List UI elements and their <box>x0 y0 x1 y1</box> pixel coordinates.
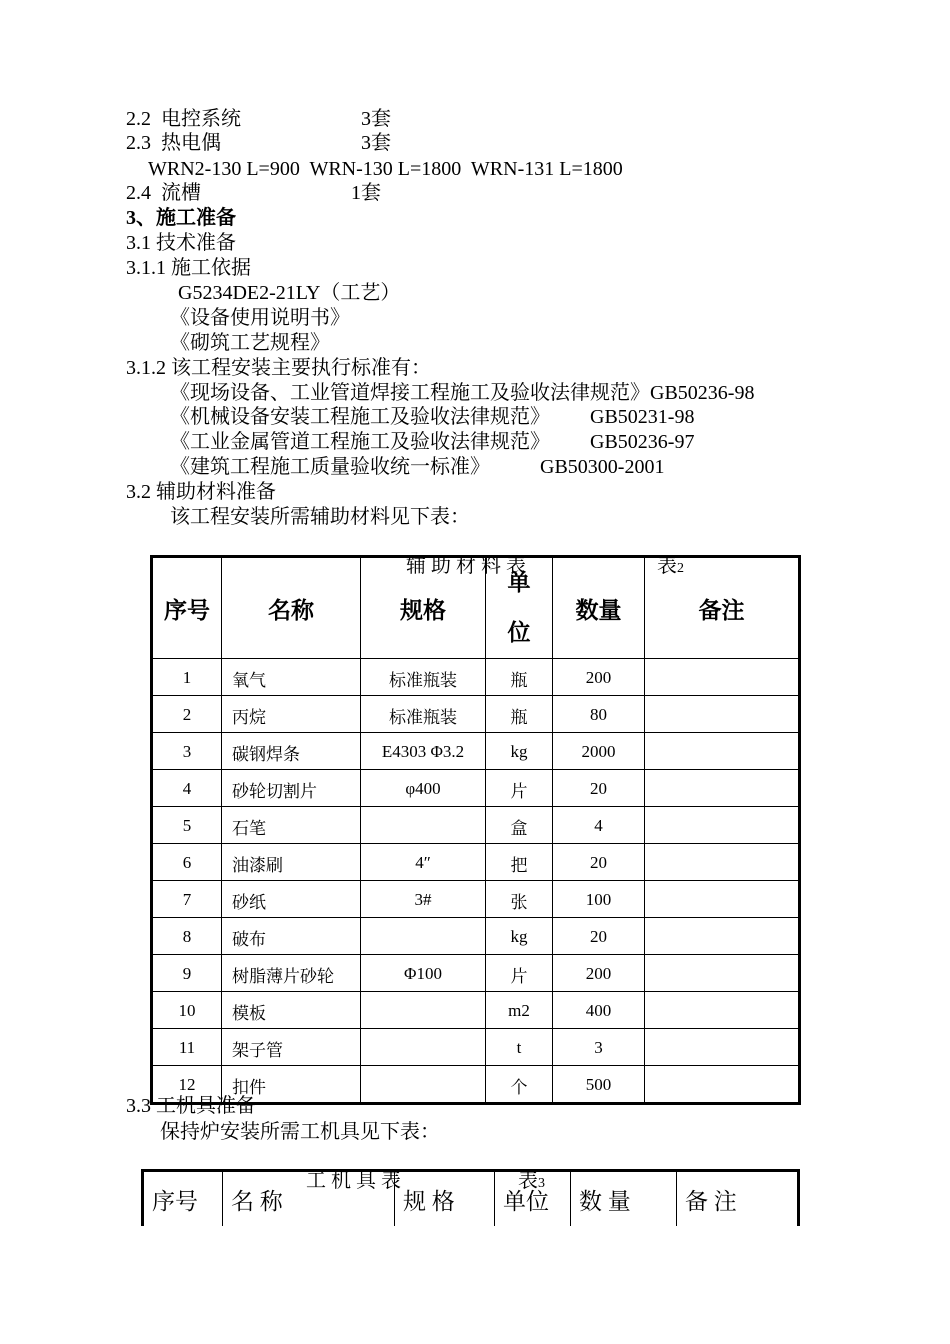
cell-unit: kg <box>486 733 553 770</box>
text-line: 保持炉安装所需工机具见下表： <box>160 1121 440 1143</box>
cell-unit: 片 <box>486 955 553 992</box>
cell-remarks <box>645 733 800 770</box>
cell-unit: 盒 <box>486 807 553 844</box>
cell-spec <box>361 1029 486 1066</box>
cell-name: 模板 <box>222 992 361 1029</box>
cell-name: 扣件 <box>222 1066 361 1104</box>
cell-index: 11 <box>152 1029 222 1066</box>
header-unit: 单 位 <box>486 557 553 659</box>
cell-quantity: 400 <box>553 992 645 1029</box>
cell-remarks <box>645 659 800 696</box>
cell-name: 架子管 <box>222 1029 361 1066</box>
cell-name: 砂轮切割片 <box>222 770 361 807</box>
cell-quantity: 80 <box>553 696 645 733</box>
cell-spec: φ400 <box>361 770 486 807</box>
cell-remarks <box>645 955 800 992</box>
cell-remarks <box>645 1029 800 1066</box>
text-line: 《工业金属管道工程施工及验收法律规范》 GB50236-97 <box>170 431 695 453</box>
cell-spec: E4303 Φ3.2 <box>361 733 486 770</box>
text-line: 《建筑工程施工质量验收统一标准》 GB50300-2001 <box>170 456 665 478</box>
cell-spec: 标准瓶装 <box>361 659 486 696</box>
cell-spec <box>361 1066 486 1104</box>
cell-remarks <box>645 918 800 955</box>
cell-name: 氧气 <box>222 659 361 696</box>
cell-spec: 3# <box>361 881 486 918</box>
cell-unit: kg <box>486 918 553 955</box>
cell-spec: Φ100 <box>361 955 486 992</box>
header-name: 名 称 <box>223 1171 395 1227</box>
text-line: 3.1.2 该工程安装主要执行标准有： <box>126 357 431 379</box>
cell-remarks <box>645 1066 800 1104</box>
table-row <box>152 807 800 844</box>
cell-unit: 把 <box>486 844 553 881</box>
cell-spec: 4″ <box>361 844 486 881</box>
text-line: WRN2-130 L=900 WRN-130 L=1800 WRN-131 L=1800 <box>148 158 623 180</box>
cell-remarks <box>645 844 800 881</box>
cell-name: 丙烷 <box>222 696 361 733</box>
cell-quantity: 4 <box>553 807 645 844</box>
table-row <box>152 770 800 807</box>
tools-table <box>141 1169 800 1226</box>
table-row <box>152 918 800 955</box>
table-row <box>152 1066 800 1104</box>
table-row <box>152 955 800 992</box>
cell-spec <box>361 807 486 844</box>
header-unit: 单位 <box>495 1171 571 1227</box>
table3-caption-number: 表3 <box>518 1170 545 1192</box>
table3-caption-title: 工 机 具 表 <box>306 1170 401 1192</box>
cell-unit: 片 <box>486 770 553 807</box>
table2-header-row <box>152 557 800 659</box>
table3-header-row <box>143 1171 799 1227</box>
cell-unit: 张 <box>486 881 553 918</box>
header-remarks: 备注 <box>645 557 800 659</box>
cell-unit: m2 <box>486 992 553 1029</box>
cell-quantity: 200 <box>553 659 645 696</box>
cell-remarks <box>645 696 800 733</box>
header-index: 序号 <box>152 557 222 659</box>
header-quantity: 数 量 <box>571 1171 677 1227</box>
text-line: 3、施工准备 <box>126 207 236 229</box>
cell-index: 9 <box>152 955 222 992</box>
cell-spec <box>361 918 486 955</box>
table-row <box>152 881 800 918</box>
text-line: 《机械设备安装工程施工及验收法律规范》 GB50231-98 <box>170 406 695 428</box>
cell-quantity: 20 <box>553 844 645 881</box>
cell-index: 12 <box>152 1066 222 1104</box>
text-line: 3.2 辅助材料准备 <box>126 481 276 503</box>
cell-index: 8 <box>152 918 222 955</box>
text-line: 3.3 工机具准备 <box>126 1095 256 1117</box>
cell-quantity: 20 <box>553 918 645 955</box>
cell-remarks <box>645 770 800 807</box>
cell-unit: 瓶 <box>486 696 553 733</box>
table-row <box>152 733 800 770</box>
text-line: 2.3 热电偶 3套 <box>126 132 391 154</box>
table2-caption-number: 表2 <box>657 555 684 577</box>
cell-name: 破布 <box>222 918 361 955</box>
text-line: 《设备使用说明书》 <box>170 307 350 329</box>
cell-quantity: 200 <box>553 955 645 992</box>
cell-index: 4 <box>152 770 222 807</box>
cell-index: 5 <box>152 807 222 844</box>
header-quantity: 数量 <box>553 557 645 659</box>
cell-remarks <box>645 992 800 1029</box>
cell-quantity: 100 <box>553 881 645 918</box>
cell-spec <box>361 992 486 1029</box>
table2-caption-title: 辅 助 材 料 表 <box>406 555 526 577</box>
cell-index: 3 <box>152 733 222 770</box>
table-row <box>152 696 800 733</box>
text-line: G5234DE2-21LY（工艺） <box>178 282 401 304</box>
text-line: 《砌筑工艺规程》 <box>170 332 330 354</box>
cell-name: 砂纸 <box>222 881 361 918</box>
cell-index: 1 <box>152 659 222 696</box>
cell-name: 碳钢焊条 <box>222 733 361 770</box>
cell-unit: t <box>486 1029 553 1066</box>
cell-unit: 个 <box>486 1066 553 1104</box>
text-line: 2.4 流槽 1套 <box>126 182 381 204</box>
text-line: 《现场设备、工业管道焊接工程施工及验收法律规范》GB50236-98 <box>170 382 755 404</box>
cell-spec: 标准瓶装 <box>361 696 486 733</box>
cell-index: 7 <box>152 881 222 918</box>
header-spec: 规 格 <box>395 1171 495 1227</box>
header-remarks: 备 注 <box>677 1171 799 1227</box>
table-row <box>152 992 800 1029</box>
header-spec: 规格 <box>361 557 486 659</box>
cell-name: 树脂薄片砂轮 <box>222 955 361 992</box>
cell-name: 石笔 <box>222 807 361 844</box>
text-line: 3.1 技术准备 <box>126 232 236 254</box>
cell-index: 10 <box>152 992 222 1029</box>
cell-index: 6 <box>152 844 222 881</box>
table-row <box>152 844 800 881</box>
cell-quantity: 3 <box>553 1029 645 1066</box>
cell-name: 油漆刷 <box>222 844 361 881</box>
text-line: 2.2 电控系统 3套 <box>126 108 391 130</box>
text-line: 该工程安装所需辅助材料见下表： <box>170 506 470 528</box>
cell-index: 2 <box>152 696 222 733</box>
table-row <box>152 659 800 696</box>
cell-quantity: 20 <box>553 770 645 807</box>
header-index: 序号 <box>143 1171 223 1227</box>
auxiliary-materials-table <box>150 555 801 1105</box>
text-line: 3.1.1 施工依据 <box>126 257 251 279</box>
cell-remarks <box>645 807 800 844</box>
cell-remarks <box>645 881 800 918</box>
cell-quantity: 500 <box>553 1066 645 1104</box>
cell-unit: 瓶 <box>486 659 553 696</box>
table-row <box>152 1029 800 1066</box>
cell-quantity: 2000 <box>553 733 645 770</box>
header-name: 名称 <box>222 557 361 659</box>
